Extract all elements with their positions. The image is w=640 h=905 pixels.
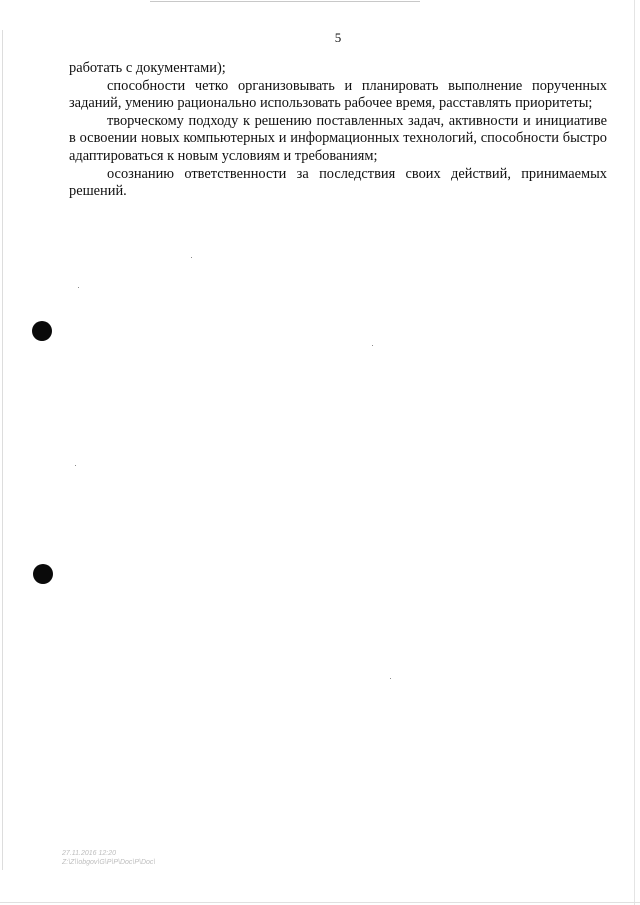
scan-speck (372, 345, 373, 346)
print-stamp (62, 849, 155, 867)
scan-speck (191, 257, 192, 258)
page-number: 5 (334, 30, 342, 45)
scan-edge-right (634, 0, 635, 905)
paragraph-1: работать с документами); (69, 60, 226, 76)
document-body (69, 60, 607, 201)
paragraph-4: осознанию ответственности за последствия своих действий, принимаемых решений. (69, 165, 607, 200)
scan-speck (78, 287, 79, 288)
scan-edge-bottom (0, 902, 640, 903)
paragraph-3: творческому подходу к решению поставленных задач, активности и инициативе в освоении новых компьютерных и информационных технологий, способности быстро адаптироваться к новым условиям и требованиям; (69, 112, 607, 164)
punch-hole-bottom (33, 564, 53, 584)
punch-hole-top (32, 321, 52, 341)
print-stamp-line-2: Z:\Z\\obgov\G\P\P\Doc\P\Doc\ (62, 859, 156, 866)
scan-speck (75, 465, 76, 466)
print-stamp-line-1: 27.11.2016 12:20 (62, 850, 116, 857)
scan-speck (390, 678, 391, 679)
scan-edge-left (2, 30, 3, 870)
paragraph-2: способности четко организовывать и планировать выполнение порученных заданий, умению рационально использовать рабочее время, расставлять приоритеты; (69, 77, 607, 112)
scan-edge-top (150, 1, 420, 2)
